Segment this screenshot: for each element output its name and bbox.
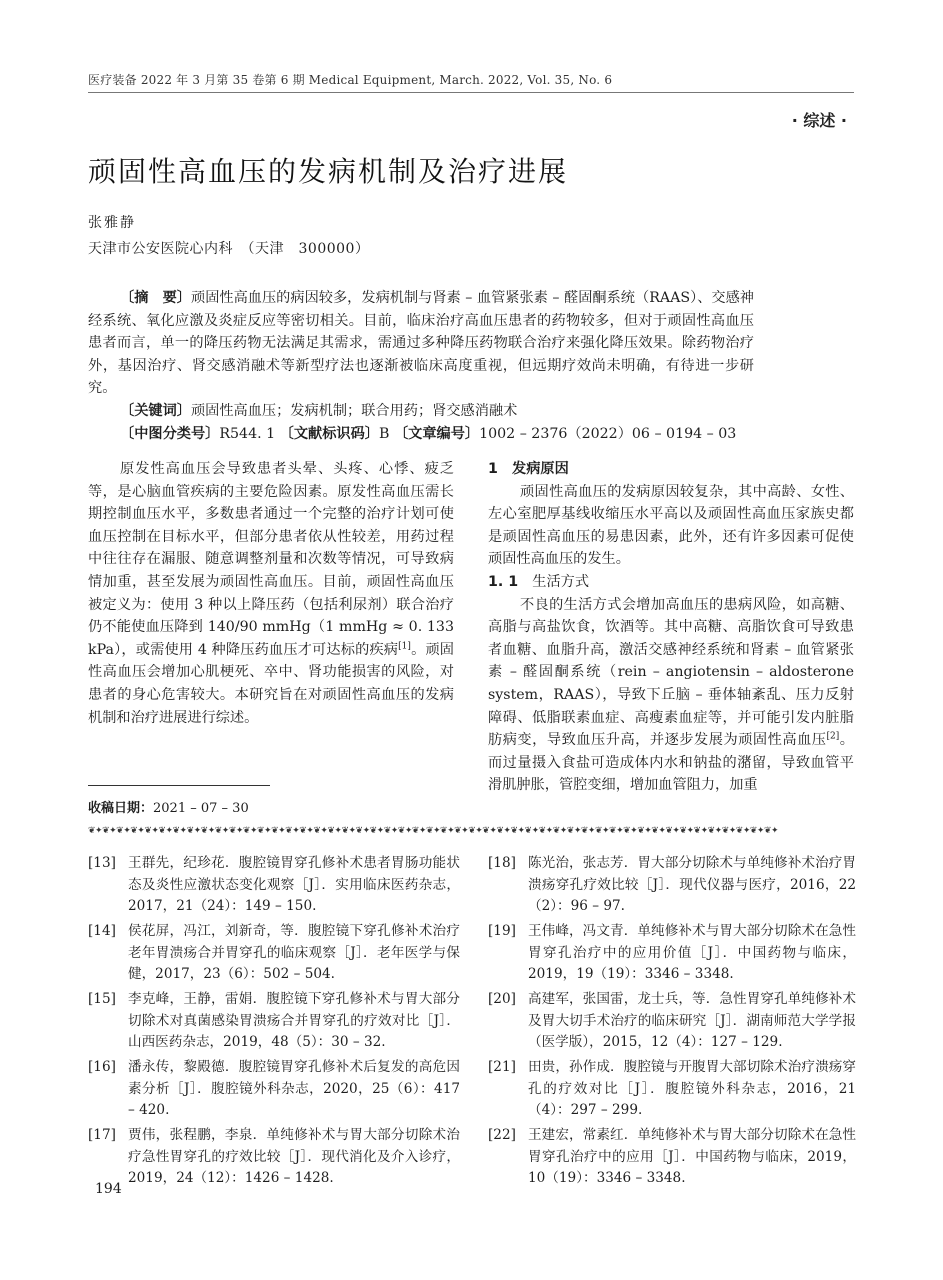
reference-text: 王伟峰，冯文青．单纯修补术与胃大部分切除术在急性胃穿孔治疗中的应用价值［J］．中国药物与临床，2019，19（19）：3346 – 3348. xyxy=(528,923,856,982)
reference-number: [16] xyxy=(88,1059,116,1075)
page-number: 194 xyxy=(95,1181,122,1197)
section-tag: · 综述 · xyxy=(791,111,847,130)
references-right-column xyxy=(488,853,856,1193)
intro-paragraph xyxy=(88,458,454,729)
reference-number: [21] xyxy=(488,1059,516,1075)
citation-ref-1[interactable]: [1] xyxy=(398,641,411,652)
reference-number: [13] xyxy=(88,855,116,871)
intro-text-a: 原发性高血压会导致患者头晕、头疼、心悸、疲乏等，是心脑血管疾病的主要危险因素。原发性高血压需长期控制血压水平，多数患者通过一个完整的治疗计划可使血压控制在目标水平，但部分患者依从性较差，用药过程中往往存在漏服、随意调整剂量和次数等情况，可导致病情加重，甚至发展为顽固性高血压。目前，顽固性高血压被定义为：使用 3 种以上降压药（包括利尿剂）联合治疗仍不能使血压降到 140/90 mmHg（1 mmHg ≈ 0. 133 kPa），或需使用 4 种降压药血压才可达标的疾病 xyxy=(88,461,454,658)
reference-item xyxy=(88,1057,460,1122)
footnote-rule xyxy=(88,785,270,786)
section-1-1-paragraph xyxy=(488,594,854,797)
citation-ref-2[interactable]: [2] xyxy=(826,731,840,742)
section-1-1-heading xyxy=(488,571,854,594)
intro-text-b: 。顽固性高血压会增加心肌梗死、卒中、肾功能损害的风险，对患者的身心危害较大。本研究旨在对顽固性高血压的发病机制和治疗进展进行综述。 xyxy=(88,641,454,726)
decorative-divider: ❦✦❦✦❦✦❦✦❦✦❦✦❦✦❦✦❦✦❦✦❦✦❦✦❦✦❦✦❦✦❦✦❦✦❦✦❦✦❦✦❦✦❦✦❦✦❦✦❦✦❦✦❦✦❦✦❦✦❦✦❦✦❦✦❦✦❦✦❦✦❦✦❦✦❦✦❦✦❦✦❦✦❦✦❦✦❦✦❦✦❦✦❦✦❦✦❦✦ xyxy=(88,826,779,836)
keywords-line xyxy=(88,400,754,423)
reference-number: [19] xyxy=(488,923,516,939)
reference-text: 李克峰，王静，雷娟．腹腔镜下穿孔修补术与胃大部分切除术对真菌感染胃溃疡合并胃穿孔的疗效对比［J］．山西医药杂志，2019，48（5）：30 – 32. xyxy=(128,991,460,1050)
reference-item xyxy=(488,1125,856,1190)
reference-number: [22] xyxy=(488,1127,516,1143)
reference-text: 王群先，纪珍花．腹腔镜胃穿孔修补术患者胃肠功能状态及炎性应激状态变化观察［J］．实用临床医药杂志，2017，21（24）：149 – 150. xyxy=(128,855,460,914)
abstract-label: 〔摘 要〕 xyxy=(120,290,191,306)
article-no-value: 1002 – 2376（2022）06 – 0194 – 03 xyxy=(479,425,737,442)
section-1-1-text-b: 。而过量摄入食盐可造成体内水和钠盐的潴留，导致血管平滑肌肿胀，管腔变细，增加血管阻力，加重 xyxy=(488,732,854,794)
reference-text: 侯花屏，冯江，刘新奇，等．腹腔镜下穿孔修补术治疗老年胃溃疡合并胃穿孔的临床观察［J］．老年医学与保健，2017，23（6）：502 – 504. xyxy=(128,923,460,982)
abstract-text: 顽固性高血压的病因较多，发病机制与肾素 – 血管紧张素 – 醛固酮系统（RAAS）、交感神经系统、氧化应激及炎症反应等密切相关。目前，临床治疗高血压患者的药物较多，但对于顽固性高血压患者而言，单一的降压药物无法满足其需求，需通过多种降压药物联合治疗来强化降压效果。除药物治疗外，基因治疗、肾交感消融术等新型疗法也逐渐被临床高度重视，但远期疗效尚未明确，有待进一步研究。 xyxy=(88,290,754,397)
reference-text: 潘永传，黎殿德．腹腔镜胃穿孔修补术后复发的高危因素分析［J］．腹腔镜外科杂志，2020，25（6）：417 – 420. xyxy=(128,1059,460,1118)
received-value: 2021 – 07 – 30 xyxy=(153,801,249,816)
reference-item xyxy=(88,853,460,918)
doccode-value: B xyxy=(378,425,390,442)
classification-value: R544. 1 xyxy=(219,425,276,442)
reference-text: 陈光治，张志芳．胃大部分切除术与单纯修补术治疗胃溃疡穿孔疗效比较［J］．现代仪器与医疗，2016，22（2）：96 – 97. xyxy=(528,855,856,914)
reference-item xyxy=(488,989,856,1054)
article-title: 顽固性高血压的发病机制及治疗进展 xyxy=(88,155,569,188)
abstract-paragraph xyxy=(88,287,754,400)
received-label: 收稿日期： xyxy=(88,801,154,816)
reference-item xyxy=(488,853,856,918)
keywords-label: 〔关键词〕 xyxy=(120,402,191,419)
classification-line xyxy=(88,423,754,446)
reference-item xyxy=(488,921,856,986)
article-no-label: 〔文章编号〕 xyxy=(393,425,480,442)
keywords-text: 顽固性高血压；发病机制；联合用药；肾交感消融术 xyxy=(190,402,518,419)
reference-text: 高建军，张国雷，龙士兵，等．急性胃穿孔单纯修补术及胃大切手术治疗的临床研究［J］．湖南师范大学学报（医学版），2015，12（4）：127 – 129. xyxy=(528,991,856,1050)
reference-item xyxy=(88,921,460,986)
author-affiliation: 天津市公安医院心内科 （天津 300000） xyxy=(88,241,370,257)
references-left-column xyxy=(88,853,460,1193)
body-column-right xyxy=(488,458,854,797)
section-1-1-text-a: 不良的生活方式会增加高血压的患病风险，如高糖、高脂与高盐饮食，饮酒等。其中高糖、高脂饮食可导致患者血糖、血脂升高，激活交感神经系统和肾素 – 血管紧张素 – 醛固酮系统（rein – angiotensin – aldosterone system，RAAS），导致下丘脑 – 垂体轴紊乱、压力反射障碍、低脂联素血症、高瘦素血症等，并可能引发内脏脂肪病变，导致血压升高，并逐步发展为顽固性高血压 xyxy=(488,596,854,749)
section-1-paragraph: 顽固性高血压的发病原因较复杂，其中高龄、女性、左心室肥厚基线收缩压水平高以及顽固性高血压家族史都是顽固性高血压的易患因素，此外，还有许多因素可促使顽固性高血压的发生。 xyxy=(488,483,854,568)
reference-text: 贾伟，张程鹏，李泉．单纯修补术与胃大部分切除术治疗急性胃穿孔的疗效比较［J］．现代消化及介入诊疗，2019，24（12）：1426 – 1428. xyxy=(128,1127,460,1186)
section-1-1-title: 生活方式 xyxy=(532,573,590,590)
reference-item xyxy=(88,989,460,1054)
reference-text: 王建宏，常素红．单纯修补术与胃大部分切除术在急性胃穿孔治疗中的应用［J］．中国药物与临床，2019，10（19）：3346 – 3348. xyxy=(528,1127,856,1186)
reference-item xyxy=(488,1057,856,1122)
author-name: 张雅静 xyxy=(88,215,136,231)
doccode-label: 〔文献标识码〕 xyxy=(279,425,379,442)
reference-number: [18] xyxy=(488,855,516,871)
section-1-heading: 1 发病原因 xyxy=(488,461,569,477)
journal-header: 医疗装备 2022 年 3 月第 35 卷第 6 期 Medical Equipment, March. 2022, Vol. 35, No. 6 xyxy=(88,73,613,87)
reference-number: [14] xyxy=(88,923,116,939)
reference-text: 田贵，孙作成．腹腔镜与开腹胃大部切除术治疗溃疡穿孔的疗效对比［J］．腹腔镜外科杂志，2016，21（4）：297 – 299. xyxy=(528,1059,856,1118)
reference-number: [15] xyxy=(88,991,116,1007)
header-rule xyxy=(88,92,854,93)
body-column-left xyxy=(88,458,454,729)
received-date xyxy=(88,797,249,816)
abstract-block xyxy=(88,287,754,445)
reference-number: [17] xyxy=(88,1127,116,1143)
section-1-1-number: 1. 1 xyxy=(488,573,519,590)
reference-item xyxy=(88,1125,460,1190)
reference-number: [20] xyxy=(488,991,516,1007)
classification-label: 〔中图分类号〕 xyxy=(120,425,220,442)
